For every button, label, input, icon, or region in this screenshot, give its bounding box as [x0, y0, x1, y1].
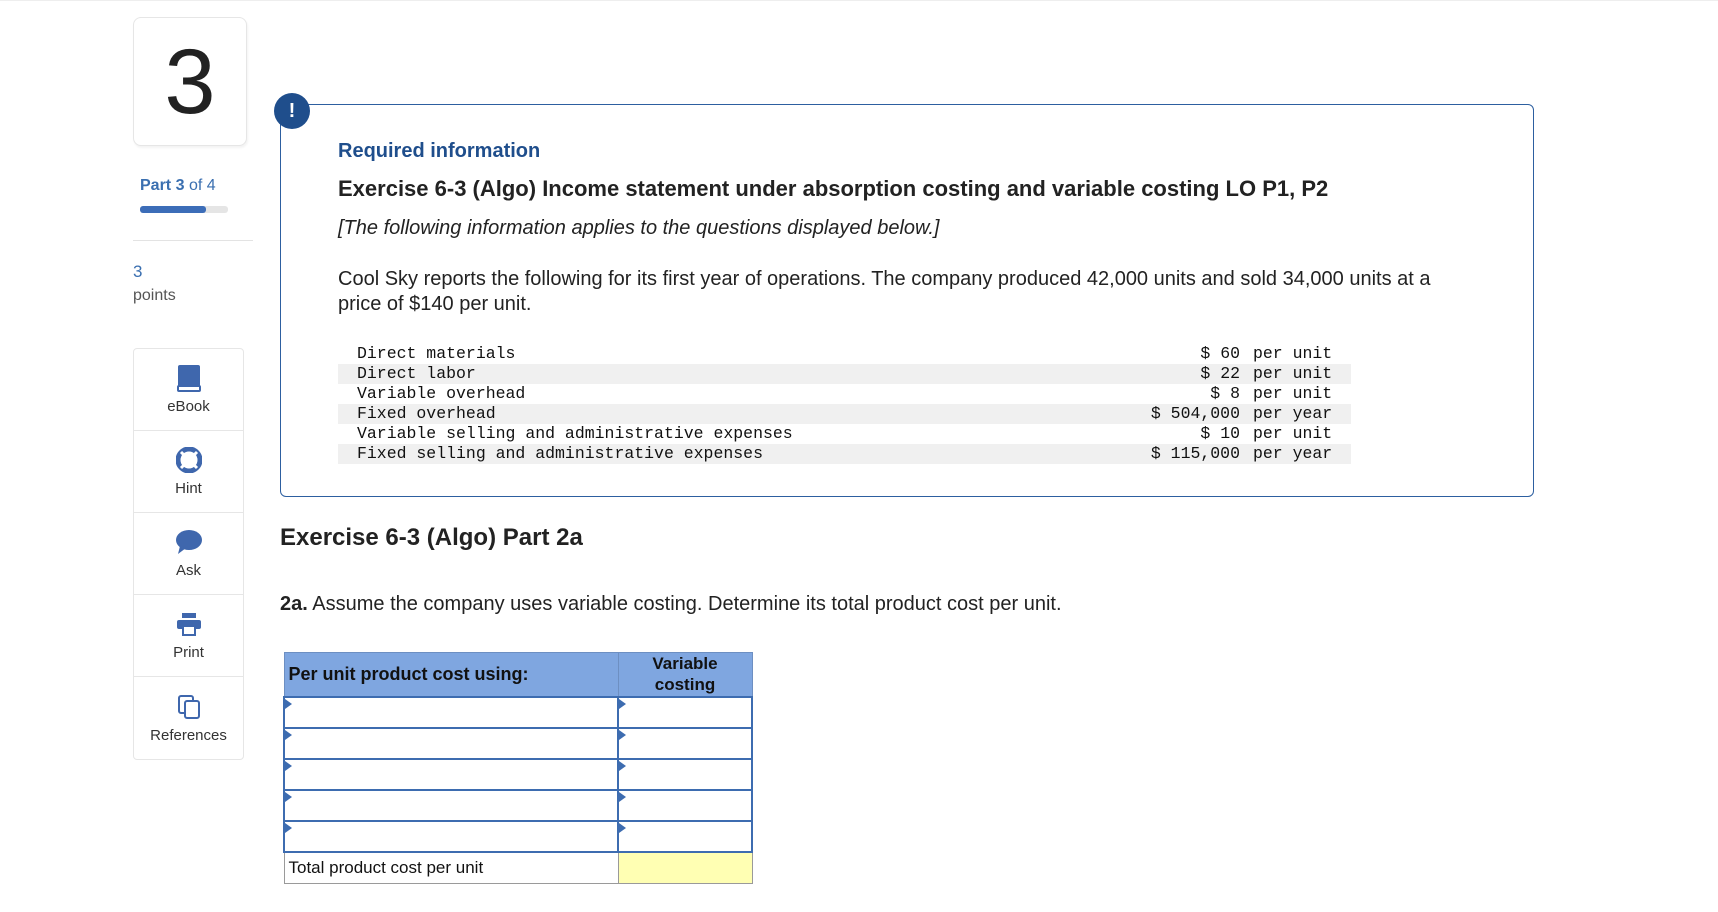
- cost-amount: $ 504,000: [1098, 404, 1240, 424]
- required-info-title: Required information: [338, 140, 541, 162]
- table-row: [284, 697, 752, 728]
- cost-unit: per year: [1240, 444, 1351, 464]
- question-text: [280, 593, 1062, 616]
- cost-unit: per unit: [1253, 384, 1333, 403]
- copy-icon: [177, 693, 201, 721]
- table-row: [284, 728, 752, 759]
- cost-label-select[interactable]: [284, 728, 618, 759]
- part-indicator: Part 3 of 4: [140, 177, 216, 194]
- total-row: [284, 852, 752, 884]
- cost-amount: $ 115,000: [1098, 444, 1240, 464]
- table-row: [338, 364, 1351, 384]
- cost-data-table: [338, 344, 1351, 464]
- table-row: [338, 344, 1351, 364]
- header-cost-label: Per unit product cost using:: [284, 653, 618, 697]
- print-button[interactable]: [134, 595, 243, 677]
- cost-label-input[interactable]: [285, 760, 617, 789]
- question-label: 2a.: [280, 593, 308, 615]
- cost-unit: per unit: [1253, 344, 1333, 363]
- cost-description: Variable overhead: [357, 384, 526, 403]
- required-info-box: [280, 104, 1534, 497]
- cost-description: Fixed selling and administrative expenses: [338, 444, 1098, 464]
- cost-label-select[interactable]: [284, 697, 618, 728]
- cost-value-cell[interactable]: [618, 728, 752, 759]
- alert-icon: !: [274, 93, 310, 129]
- cost-value-input[interactable]: [619, 729, 751, 758]
- cost-label-select[interactable]: [284, 821, 618, 852]
- applies-note: [The following information applies to the questions displayed below.]: [338, 217, 940, 239]
- ask-button[interactable]: [134, 513, 243, 595]
- cost-value-input[interactable]: [619, 698, 751, 727]
- part-progress-bar: [140, 206, 228, 213]
- header-variable-costing: Variable costing: [618, 653, 752, 697]
- question-number-card: [133, 17, 247, 146]
- hint-button[interactable]: [134, 431, 243, 513]
- total-value-input[interactable]: [619, 853, 752, 884]
- print-label: Print: [173, 644, 204, 661]
- tools-panel: [133, 348, 244, 760]
- table-row: [284, 759, 752, 790]
- lifebuoy-icon: [176, 446, 202, 474]
- cost-description: Variable selling and administrative expenses: [357, 424, 793, 443]
- ask-label: Ask: [175, 562, 201, 579]
- total-value-cell[interactable]: [618, 852, 752, 884]
- cost-value-input[interactable]: [619, 822, 751, 851]
- hint-label: Hint: [175, 480, 202, 497]
- question-number: 3: [164, 30, 216, 133]
- cost-value-cell[interactable]: [618, 697, 752, 728]
- cost-value-cell[interactable]: [618, 759, 752, 790]
- intro-paragraph: Cool Sky reports the following for its first year of operations. The company produced 42,000 units and sold 34,000 units at a price of $140 per unit.: [338, 268, 1431, 315]
- cost-label-input[interactable]: [285, 729, 617, 758]
- cost-label-select[interactable]: [284, 790, 618, 821]
- points-value: 3: [133, 262, 143, 281]
- table-row: [338, 384, 1351, 404]
- ebook-label: eBook: [167, 398, 210, 415]
- cost-value-input[interactable]: [619, 760, 751, 789]
- points-label: points: [133, 287, 176, 304]
- cost-amount: $ 60: [1200, 344, 1240, 363]
- cost-label-input[interactable]: [285, 698, 617, 727]
- ebook-button[interactable]: [134, 349, 243, 431]
- table-row: [284, 790, 752, 821]
- cost-label-input[interactable]: [285, 791, 617, 820]
- part-progress-fill: [140, 206, 206, 213]
- table-row: [338, 444, 1351, 464]
- cost-label-input[interactable]: [285, 822, 617, 851]
- answer-table: [283, 652, 753, 884]
- cost-description: Direct labor: [338, 364, 1098, 384]
- cost-amount: $ 10: [1200, 424, 1240, 443]
- cost-value-cell[interactable]: [618, 821, 752, 852]
- total-label: Total product cost per unit: [284, 852, 618, 884]
- table-row: [338, 424, 1351, 444]
- top-divider: [0, 0, 1718, 4]
- references-label: References: [150, 726, 227, 744]
- exercise-title: Exercise 6-3 (Algo) Income statement under absorption costing and variable costing LO P1, P2: [338, 176, 1329, 201]
- chat-bubble-icon: [175, 528, 203, 556]
- table-row: [338, 404, 1351, 424]
- cost-value-input[interactable]: [619, 791, 751, 820]
- cost-description: Direct materials: [357, 344, 516, 363]
- rail-divider: [133, 240, 253, 241]
- cost-label-select[interactable]: [284, 759, 618, 790]
- cost-unit: per year: [1240, 404, 1351, 424]
- cost-value-cell[interactable]: [618, 790, 752, 821]
- question-body: Assume the company uses variable costing. Determine its total product cost per unit.: [312, 593, 1062, 615]
- table-row: [284, 821, 752, 852]
- printer-icon: [176, 610, 202, 638]
- book-icon: [176, 364, 202, 392]
- cost-amount: $ 22: [1098, 364, 1240, 384]
- part-title: Exercise 6-3 (Algo) Part 2a: [280, 524, 583, 551]
- cost-amount: $ 8: [1210, 384, 1240, 403]
- cost-description: Fixed overhead: [338, 404, 1098, 424]
- references-button[interactable]: [134, 677, 243, 759]
- answer-header-row: [284, 653, 752, 697]
- cost-unit: per unit: [1253, 424, 1333, 443]
- cost-unit: per unit: [1240, 364, 1351, 384]
